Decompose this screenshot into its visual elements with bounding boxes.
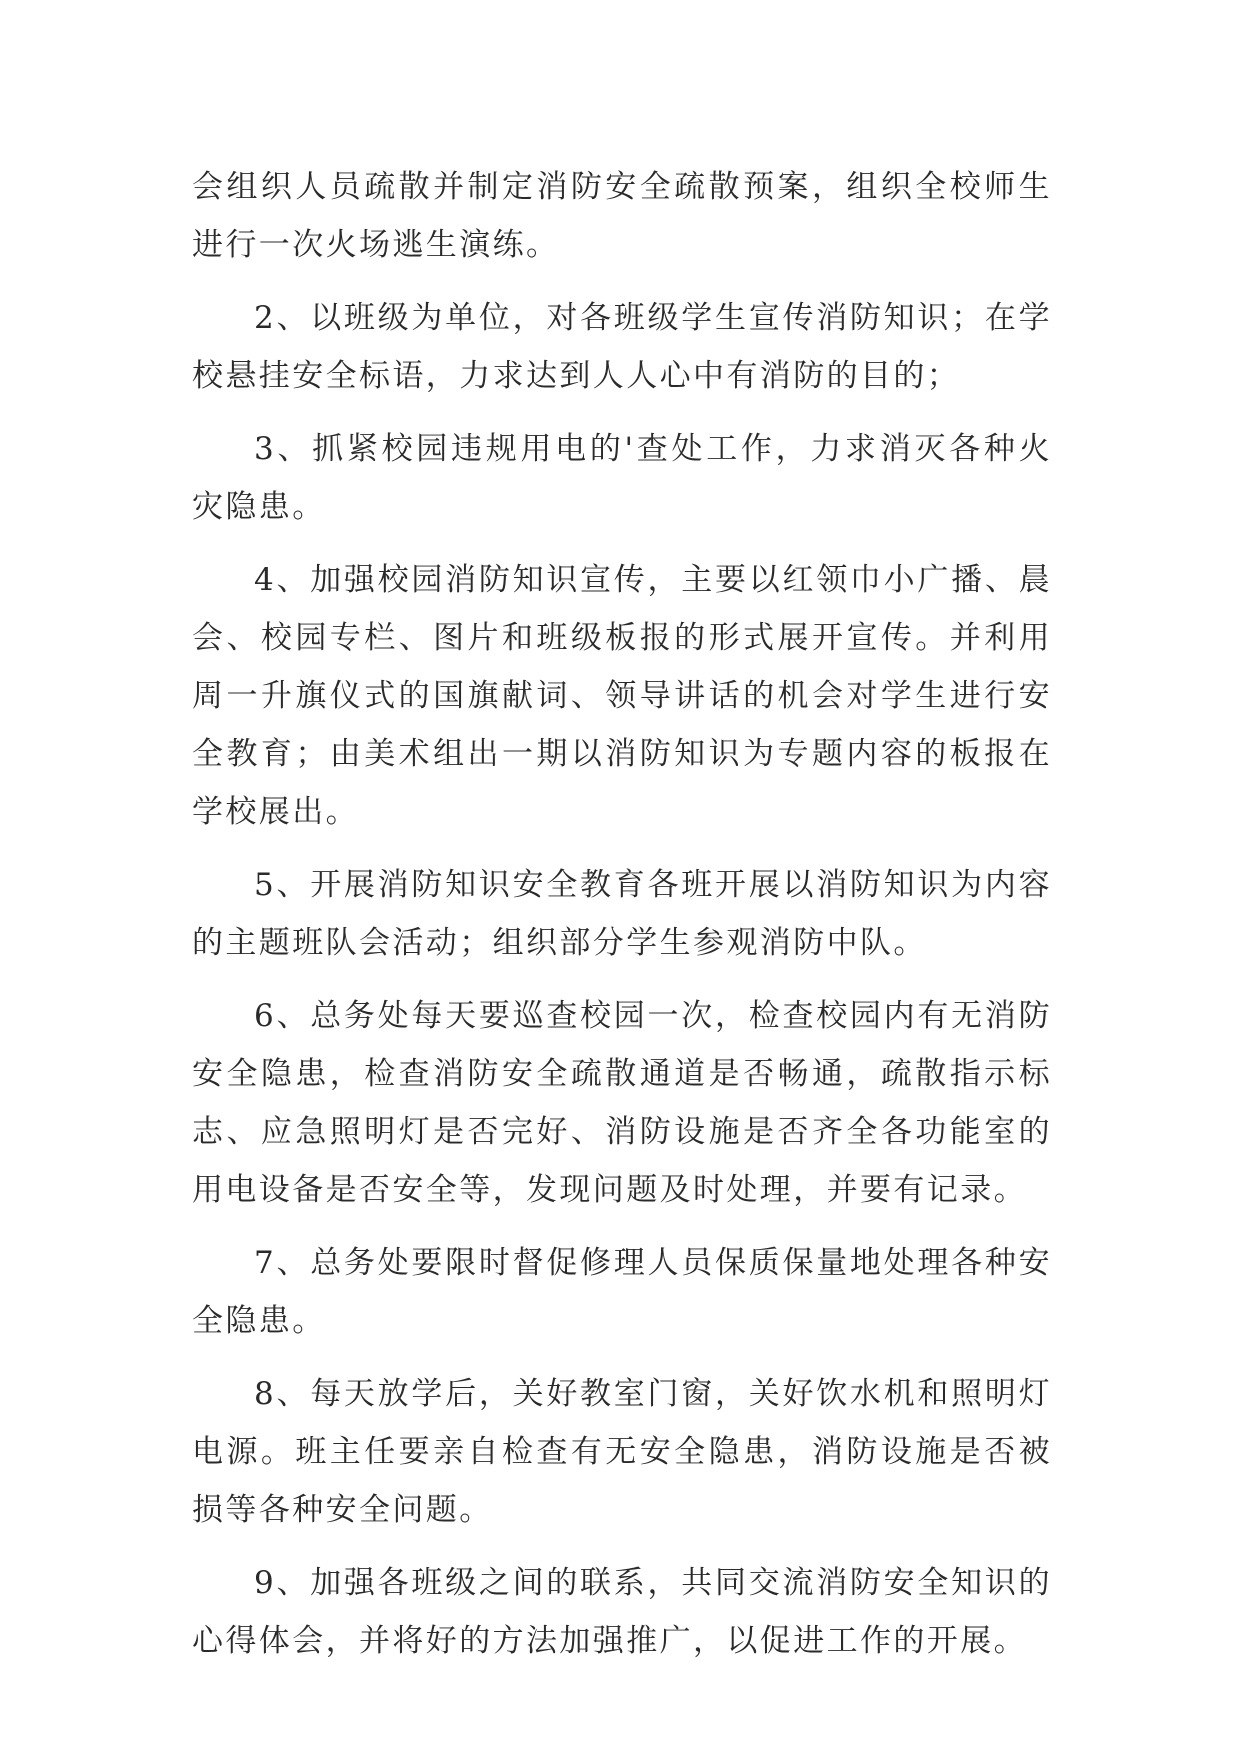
paragraph-continuation: 会组织人员疏散并制定消防安全疏散预案，组织全校师生进行一次火场逃生演练。 [192,169,1052,263]
paragraph-item-5: 5、开展消防知识安全教育各班开展以消防知识为内容的主题班队会活动；组织部分学生参观消防中队。 [192,867,1052,961]
paragraph-item-4: 4、加强校园消防知识宣传，主要以红领巾小广播、晨会、校园专栏、图片和班级板报的形式展开宣传。并利用周一升旗仪式的国旗献词、领导讲话的机会对学生进行安全教育；由美术组出一期以消防知识为专题内容的板报在学校展出。 [192,562,1052,830]
paragraph-item-7: 7、总务处要限时督促修理人员保质保量地处理各种安全隐患。 [192,1245,1052,1339]
document-body [192,158,1052,1685]
paragraph-item-2: 2、以班级为单位，对各班级学生宣传消防知识；在学校悬挂安全标语，力求达到人人心中有消防的目的； [192,300,1052,394]
paragraph-item-9: 9、加强各班级之间的联系，共同交流消防安全知识的心得体会，并将好的方法加强推广，以促进工作的开展。 [192,1565,1052,1659]
paragraph-item-3: 3、抓紧校园违规用电的'查处工作，力求消灭各种火灾隐患。 [192,431,1052,525]
paragraph-item-6: 6、总务处每天要巡查校园一次，检查校园内有无消防安全隐患，检查消防安全疏散通道是否畅通，疏散指示标志、应急照明灯是否完好、消防设施是否齐全各功能室的用电设备是否安全等，发现问题及时处理，并要有记录。 [192,998,1052,1208]
paragraph-item-8: 8、每天放学后，关好教室门窗，关好饮水机和照明灯电源。班主任要亲自检查有无安全隐患，消防设施是否被损等各种安全问题。 [192,1376,1052,1528]
